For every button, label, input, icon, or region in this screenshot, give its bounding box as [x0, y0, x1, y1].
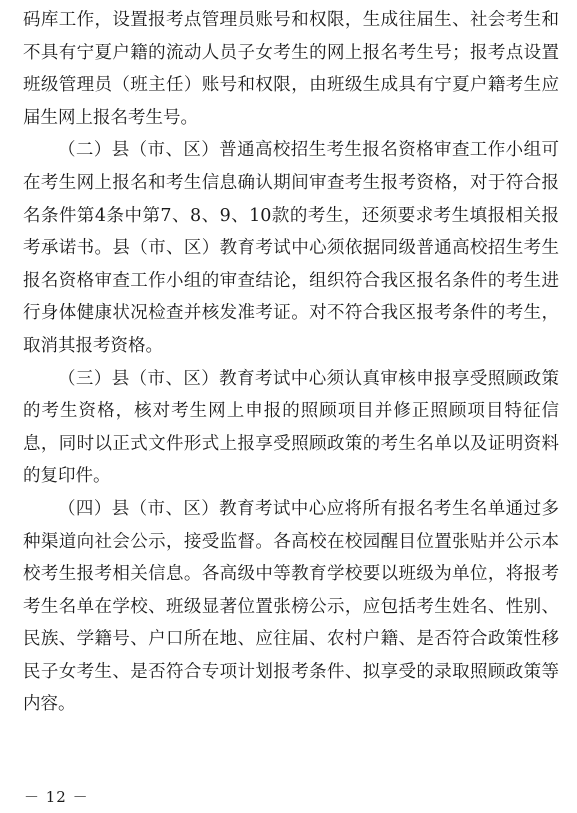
paragraph-section-2: （二）县（市、区）普通高校招生考生报名资格审查工作小组可在考生网上报名和考生信息确认期间审查考生报考资格，对于符合报名条件第4条中第7、8、9、10款的考生，还须要求考生填报相关报考承诺书。县（市、区）教育考试中心须依据同级普通高校招生考生报名资格审查工作小组的审查结论，组织符合我区报名条件的考生进行身体健康状况检查并核发准考证。对不符合我区报考条件的考生，取消其报考资格。: [23, 140, 559, 356]
paragraph-section-3: （三）县（市、区）教育考试中心须认真审核申报享受照顾政策的考生资格，核对考生网上申报的照顾项目并修正照顾项目特征信息，同时以正式文件形式上报享受照顾政策的考生名单以及证明资料的复印件。: [23, 368, 559, 487]
paragraph-continuation: 码库工作，设置报考点管理员账号和权限，生成往届生、社会考生和不具有宁夏户籍的流动人员子女考生的网上报名考生号；报考点设置班级管理员（班主任）账号和权限，由班级生成具有宁夏户籍考生应届生网上报名考生号。: [23, 10, 559, 128]
paragraph-section-4: （四）县（市、区）教育考试中心应将所有报名考生名单通过多种渠道向社会公示，接受监督。各高校在校园醒目位置张贴并公示本校考生报考相关信息。各高级中等教育学校要以班级为单位，将报考考生名单在学校、班级显著位置张榜公示，应包括考生姓名、性别、民族、学籍号、户口所在地、应往届、农村户籍、是否符合政策性移民子女考生、是否符合专项计划报考条件、拟享受的录取照顾政策等内容。: [23, 498, 559, 715]
page-number: － 12 －: [24, 788, 89, 806]
document-body: [23, 4, 559, 721]
